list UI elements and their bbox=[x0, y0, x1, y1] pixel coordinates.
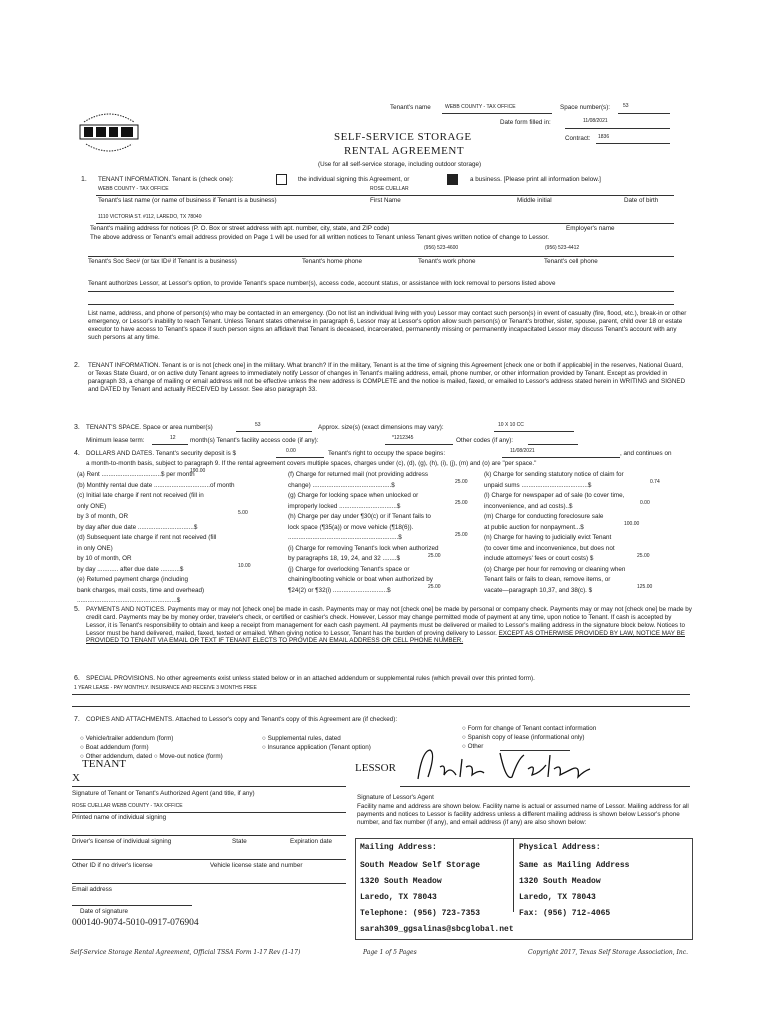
eviction-value[interactable]: 25.00 bbox=[637, 553, 650, 559]
space-line-value[interactable]: 53 bbox=[255, 422, 261, 428]
dollars-b-line: (g) Charge for locking space when unlocked or bbox=[288, 492, 419, 499]
lessor-sig-caption: Signature of Lessor's Agent bbox=[357, 794, 434, 801]
deposit-label: DOLLARS AND DATES. Tenant's security deposit is $ bbox=[86, 450, 237, 457]
access-code-value[interactable]: *1212345 bbox=[392, 435, 414, 441]
expiration-label: Expiration date bbox=[290, 838, 333, 845]
section-4-number: 4. bbox=[74, 450, 80, 457]
email-note: The above address or Tenant's email address provided on Page 1 will be used for all written notices to Tenant unless Tenant gives written notice of change to Lessor. bbox=[90, 234, 550, 241]
col-cell-phone: Tenant's cell phone bbox=[544, 258, 598, 265]
dollars-b-line: by paragraphs 18, 19, 24, and 32 ........$ bbox=[288, 555, 401, 562]
dollars-c-line: (l) Charge for newspaper ad of sale (to cover time, bbox=[484, 492, 625, 499]
continues-text: , and continues on bbox=[620, 450, 672, 457]
printed-name-label: Printed name of individual signing bbox=[72, 814, 167, 821]
special-provision-value[interactable]: 1 YEAR LEASE - PAY MONTHLY. INSURANCE AND RECEIVE 3 MONTHS FREE bbox=[74, 685, 257, 691]
section-2-text: TENANT INFORMATION. Tenant is or is not [check one] in the military. What branch? If in the military, Tenant is at the time of signing this Agreement [check one or both if applicable] in the reserves, National Guard, or Texas State Guard, or on active duty Tenant agrees to immediately notify Lessor of changes in Tenant's mailing address, email, phone number, or other information provided by Tenant. Except as provided in paragraph 33, a change of mailing or email address will not be effective unless the new address is COMPLETE and the notice is mailed, faxed, or emailed to Lessor's address stated herein in WRITING and SIGNED and DATED by Tenant and actually RECEIVED by Lessor. See also paragraph 33. bbox=[88, 362, 686, 393]
right-occupy-value[interactable]: 11/08/2021 bbox=[510, 448, 535, 454]
dollars-a-line: (b) Monthly rental due date ................................of month bbox=[77, 481, 235, 489]
foreclosure-value[interactable]: 100.00 bbox=[624, 521, 640, 527]
dollars-c-line: vacate—paragraph 10,37, and 38(c). $ bbox=[484, 586, 593, 594]
dollars-b-line: lock space (¶35(a)) or move vehicle (¶18(6)). bbox=[288, 523, 414, 531]
attachment-item[interactable]: ○ Other addendum, dated ○ Move-out notice (form) bbox=[80, 753, 223, 760]
footer-left: Self-Service Storage Rental Agreement, Official TSSA Form 1-17 Rev (1-17) bbox=[70, 949, 301, 956]
opt-individual: the individual signing this Agreement, or bbox=[298, 176, 410, 183]
dollars-b-line: ¶24(2) or ¶32(i) ...............................$ bbox=[288, 586, 391, 594]
col-home-phone: Tenant's home phone bbox=[302, 258, 363, 265]
physical-heading: Physical Address: bbox=[519, 843, 601, 852]
section-6-text: SPECIAL PROVISIONS. No other agreements exist unless stated below or in an attached addendum or supplemental rules (which prevail over this printed form). bbox=[86, 675, 535, 682]
address-label: Tenant's mailing address for notices (P. O. Box or street address with apt. number, city, state, and ZIP code) bbox=[90, 225, 390, 232]
judicial-value[interactable]: 25.00 bbox=[455, 532, 468, 538]
opt-business: a business. [Please print all information below.] bbox=[470, 176, 601, 183]
section-2-number: 2. bbox=[74, 362, 80, 369]
dollars-c-line: unpaid sums ......................................$ bbox=[484, 481, 592, 489]
form-title-2: RENTAL AGREEMENT bbox=[344, 145, 465, 157]
email-notice-text: EXCEPT AS OTHERWISE PROVIDED BY LAW, NOTICE MAY BE PROVIDED TO TENANT VIA EMAIL OR TEXT IF TENANT ELECTS TO PROVIDE AN EMAIL ADDRESS OR CELL PHONE NUMBER. bbox=[86, 629, 685, 645]
dollars-b-line: (h) Charge per day under ¶30(c) or if Tenant fails to bbox=[288, 513, 431, 520]
dollars-b-line: ...............................................................$ bbox=[288, 534, 402, 541]
printed-name-value[interactable]: ROSE CUELLAR WEBB COUNTY - TAX OFFICE bbox=[72, 803, 183, 809]
deposit-value[interactable]: 0.00 bbox=[286, 448, 296, 454]
lessor-label: LESSOR bbox=[355, 762, 396, 774]
tssa-logo bbox=[76, 108, 142, 158]
section-6-number: 6. bbox=[74, 675, 80, 682]
attachment-item[interactable]: ○ Insurance application (Tenant option) bbox=[262, 744, 371, 751]
footer-page: Page 1 of 5 Pages bbox=[363, 949, 417, 956]
section-1-intro: TENANT INFORMATION. Tenant is (check one): bbox=[98, 176, 234, 183]
work-phone-value[interactable]: (956) 523-4600 bbox=[424, 245, 459, 251]
section-5-text bbox=[86, 606, 692, 645]
dollars-c-line: (k) Charge for sending statutory notice of claim for bbox=[484, 471, 624, 478]
mailing-line: 1320 South Meadow bbox=[360, 877, 442, 886]
dollars-a-line: (e) Returned payment charge (including bbox=[77, 576, 188, 583]
other-id-label: Other ID if no driver's license bbox=[72, 862, 153, 869]
space-number-value[interactable]: 53 bbox=[623, 103, 629, 109]
tenant-sign-x: X bbox=[72, 772, 80, 784]
tenant-sig-caption: Signature of Tenant or Tenant's Authorized Agent (and title, if any) bbox=[72, 790, 255, 797]
tenant-name-value[interactable]: WEBB COUNTY - TAX OFFICE bbox=[445, 104, 516, 110]
month-to-month-text: a month-to-month basis, subject to paragraph 9. If the rental agreement covers multiple spaces, charges under (c), (d), (g), (h), (i), (j), (m) and (o) are "per space." bbox=[86, 460, 537, 467]
locking-value[interactable]: 25.00 bbox=[455, 500, 468, 506]
dollars-c-line: (o) Charge per hour for removing or cleaning when bbox=[484, 565, 626, 573]
tenant-name-label: Tenant's name bbox=[390, 104, 431, 111]
dollars-a-line: by 3 of month, OR bbox=[77, 513, 129, 520]
col-middle-initial: Middle initial bbox=[517, 197, 552, 204]
dollars-a-line: (d) Subsequent late charge if rent not received (fill bbox=[77, 534, 217, 541]
email-label: Email address bbox=[72, 886, 112, 893]
lessor-note: Facility name and address are shown below. Facility name is actual or assumed name of Lessor. Mailing address for all payments and notices to Lessor is facility address unless a different mailing address is shown below Lessor's phone number, and fax number (if any), and email address (if any) are also shown below: bbox=[357, 803, 689, 826]
dollars-a-line: by 10 of month, OR bbox=[77, 555, 132, 562]
sending-notice-value[interactable]: 0.74 bbox=[650, 479, 660, 485]
dollars-c-line: at public auction for nonpayment...$ bbox=[484, 523, 584, 531]
address-value[interactable]: 1110 VICTORIA ST. #112, LAREDO, TX 78040 bbox=[98, 214, 202, 220]
date-of-signature-label: Date of signature bbox=[80, 908, 128, 915]
first-name-value[interactable]: ROSE CUELLAR bbox=[370, 186, 409, 192]
other-codes-label: Other codes (if any): bbox=[456, 437, 514, 444]
size-label: Approx. size(s) (exact dimensions may vary): bbox=[318, 424, 444, 431]
emergency-text: List name, address, and phone of person(s) who may be contacted in an emergency. (Do not list an individual living with you) Lessor may contact such person(s) in event of casualty (fire, flood, etc.), break-in or other emergency, or Lessor's inability to reach Tenant. Unless Tenant states otherwise in paragraph 6, Lessor may at Lessor's option allow such person(s) or Tenant's brother, sister, spouse, parent, child over 18 or estate executor to have access to Tenant's space if such person signs an affidavit that Tenant is deceased, incarcerated, permanently missing or permanently incapacitated Lessor may discuss Tenant's account with any such persons at any time. bbox=[88, 310, 687, 341]
attachment-item[interactable]: ○ Boat addendum (form) bbox=[80, 744, 149, 751]
vacate-value[interactable]: 125.00 bbox=[637, 584, 653, 590]
min-lease-value[interactable]: 12 bbox=[170, 435, 176, 441]
physical-line: Laredo, TX 78043 bbox=[519, 893, 596, 902]
attachments-left bbox=[80, 734, 223, 761]
section-7-number: 7. bbox=[74, 716, 80, 723]
cell-phone-value[interactable]: (956) 523-4412 bbox=[545, 245, 580, 251]
dl-label: Driver's license of individual signing bbox=[72, 838, 172, 845]
lessor-fax: Fax: (956) 712-4065 bbox=[519, 909, 611, 918]
dollars-a-line: (c) Initial late charge if rent not received (fill in bbox=[77, 492, 204, 499]
dollars-a-line: only ONE) bbox=[77, 502, 107, 510]
col-first-name: First Name bbox=[370, 197, 401, 204]
section-5-number: 5. bbox=[74, 606, 80, 613]
date-filled-value[interactable]: 11/08/2021 bbox=[583, 118, 608, 124]
dollars-c-line: (to cover time and inconvenience, but does not bbox=[484, 544, 615, 552]
dollars-b-line: (j) Charge for overlocking Tenant's space or bbox=[288, 565, 410, 573]
lessor-signature bbox=[400, 745, 610, 787]
authorize-text: Tenant authorizes Lessor, at Lessor's option, to provide Tenant's space number(s), access code, account status, or assistance with lock removal to persons listed above bbox=[88, 280, 556, 287]
dollars-c-line: include attorneys' fees or court costs) $ bbox=[484, 555, 594, 562]
state-label: State bbox=[232, 838, 247, 845]
lessor-email: sarah309_ggsalinas@sbcglobal.net bbox=[360, 925, 514, 934]
right-occupy-label: Tenant's right to occupy the space begins: bbox=[328, 450, 446, 457]
access-code-label: month(s) Tenant's facility access code (if any): bbox=[190, 437, 319, 444]
contract-label: Contract: bbox=[565, 135, 591, 142]
overlock-value[interactable]: 25.00 bbox=[428, 584, 441, 590]
payments-text: PAYMENTS AND NOTICES. Payments may or may not [check one] be made in cash. Payments may or may not [check one] be made by personal or company check. Payments may or may not [check one] be made by credit card. Payments may be by money order, traveler's check, or certified or cashier's check. However, Lessor may change permitted mode of payment at any time, upon notice to Tenant. If cash is accepted by Lessor, it is Tenant's responsibility to obtain and keep a receipt from management for each cash payment. All payments must be delivered or mailed to Lessor's mailing address in the signature block below. Notices to Lessor must be hand delivered, mailed, faxed, texted or emailed. When giving notice to Lessor, Tenant has the burden of proving delivery to Lessor. bbox=[86, 606, 692, 637]
dollars-a-line: by day after due date ................................$ bbox=[77, 523, 198, 531]
removing-lock-value[interactable]: 25.00 bbox=[428, 553, 441, 559]
col-ssn: Tenant's Soc Sec# (or tax ID# if Tenant is a business) bbox=[88, 258, 237, 265]
dollars-a-line: in only ONE) bbox=[77, 544, 113, 552]
section-1-number: 1. bbox=[81, 176, 87, 183]
late-charge-value[interactable]: 5.00 bbox=[238, 510, 248, 516]
dollars-b-line: change) .............................................$ bbox=[288, 481, 395, 489]
section-7-text: COPIES AND ATTACHMENTS. Attached to Lessor's copy and Tenant's copy of this Agreement are (if checked): bbox=[86, 716, 398, 723]
footer-copyright: Copyright 2017, Texas Self Storage Association, Inc. bbox=[528, 949, 689, 956]
space-number-label: Space number(s): bbox=[560, 104, 611, 111]
attachments-mid bbox=[262, 734, 371, 752]
mailing-heading: Mailing Address: bbox=[360, 843, 437, 852]
attachment-item[interactable]: ○ Supplemental rules, dated bbox=[262, 735, 341, 742]
dollars-c-line: (m) Charge for conducting foreclosure sale bbox=[484, 513, 604, 520]
business-name-value[interactable]: WEBB COUNTY - TAX OFFICE bbox=[98, 186, 169, 192]
dollars-b-line: (i) Charge for removing Tenant's lock when authorized bbox=[288, 544, 439, 552]
attachment-item[interactable]: ○ Form for change of Tenant contact information bbox=[462, 725, 597, 732]
tenant-label: TENANT bbox=[82, 758, 126, 770]
col-work-phone: Tenant's work phone bbox=[418, 258, 476, 265]
attachment-item[interactable]: ○ Other bbox=[462, 743, 484, 750]
section-3-number: 3. bbox=[74, 424, 80, 431]
document-barcode-number: 000140-9074-5010-0917-076904 bbox=[72, 918, 199, 928]
dollars-b-line: (f) Charge for returned mail (not providing address bbox=[288, 471, 428, 478]
col-dob: Date of birth bbox=[624, 197, 659, 204]
form-title: SELF-SERVICE STORAGE bbox=[334, 131, 472, 143]
dollars-column-c bbox=[484, 470, 625, 596]
space-line-label: TENANT'S SPACE. Space or area number(s) bbox=[86, 424, 213, 431]
dollars-a-line: .........................................................$ bbox=[77, 597, 181, 604]
mailing-line: Laredo, TX 78043 bbox=[360, 893, 437, 902]
dollars-b-line: chaining/booting vehicle or boat when authorized by bbox=[288, 576, 433, 583]
individual-checkbox[interactable] bbox=[276, 174, 287, 185]
dollars-a-line: (a) Rent ..................................$ per month bbox=[77, 471, 195, 478]
lessor-telephone: Telephone: (956) 723-7353 bbox=[360, 909, 481, 918]
attachment-item[interactable]: ○ Spanish copy of lease (informational only) bbox=[462, 734, 585, 741]
dollars-column-a bbox=[77, 470, 235, 607]
physical-line: Same as Mailing Address bbox=[519, 861, 630, 870]
col-last-name: Tenant's last name (or name of business if Tenant is a business) bbox=[98, 197, 277, 204]
rent-value[interactable]: 190.00 bbox=[190, 468, 206, 474]
attachment-item[interactable]: ○ Vehicle/trailer addendum (form) bbox=[80, 735, 174, 742]
dollars-a-line: bank charges, mail costs, time and overhead) bbox=[77, 586, 205, 594]
vehicle-label: Vehicle license state and number bbox=[210, 862, 303, 869]
dollars-c-line: (n) Charge for having to judicially evict Tenant bbox=[484, 534, 612, 541]
business-checkbox[interactable] bbox=[447, 174, 458, 185]
form-subtitle: (Use for all self-service storage, including outdoor storage) bbox=[318, 161, 482, 168]
date-filled-label: Date form filled in: bbox=[500, 119, 551, 126]
min-lease-label: Minimum lease term: bbox=[86, 437, 145, 444]
dollars-column-b bbox=[288, 470, 439, 596]
contract-value[interactable]: 1836 bbox=[598, 134, 610, 140]
employer-label: Employer's name bbox=[566, 225, 615, 232]
newspaper-value[interactable]: 0.00 bbox=[640, 500, 650, 506]
physical-line: 1320 South Meadow bbox=[519, 877, 601, 886]
dollars-c-line: Tenant fails or fails to clean, remove items, or bbox=[484, 576, 611, 583]
daily-late-value[interactable]: 10.00 bbox=[238, 563, 251, 569]
mailing-line: South Meadow Self Storage bbox=[360, 861, 481, 870]
dollars-a-line: by day ............ after due date ...........$ bbox=[77, 565, 184, 573]
dollars-c-line: inconvenience, and ad costs)..$ bbox=[484, 502, 573, 510]
dollars-b-line: improperly locked .................................$ bbox=[288, 502, 401, 510]
returned-mail-value[interactable]: 25.00 bbox=[455, 479, 468, 485]
size-value[interactable]: 10 X 10 CC bbox=[498, 422, 524, 428]
